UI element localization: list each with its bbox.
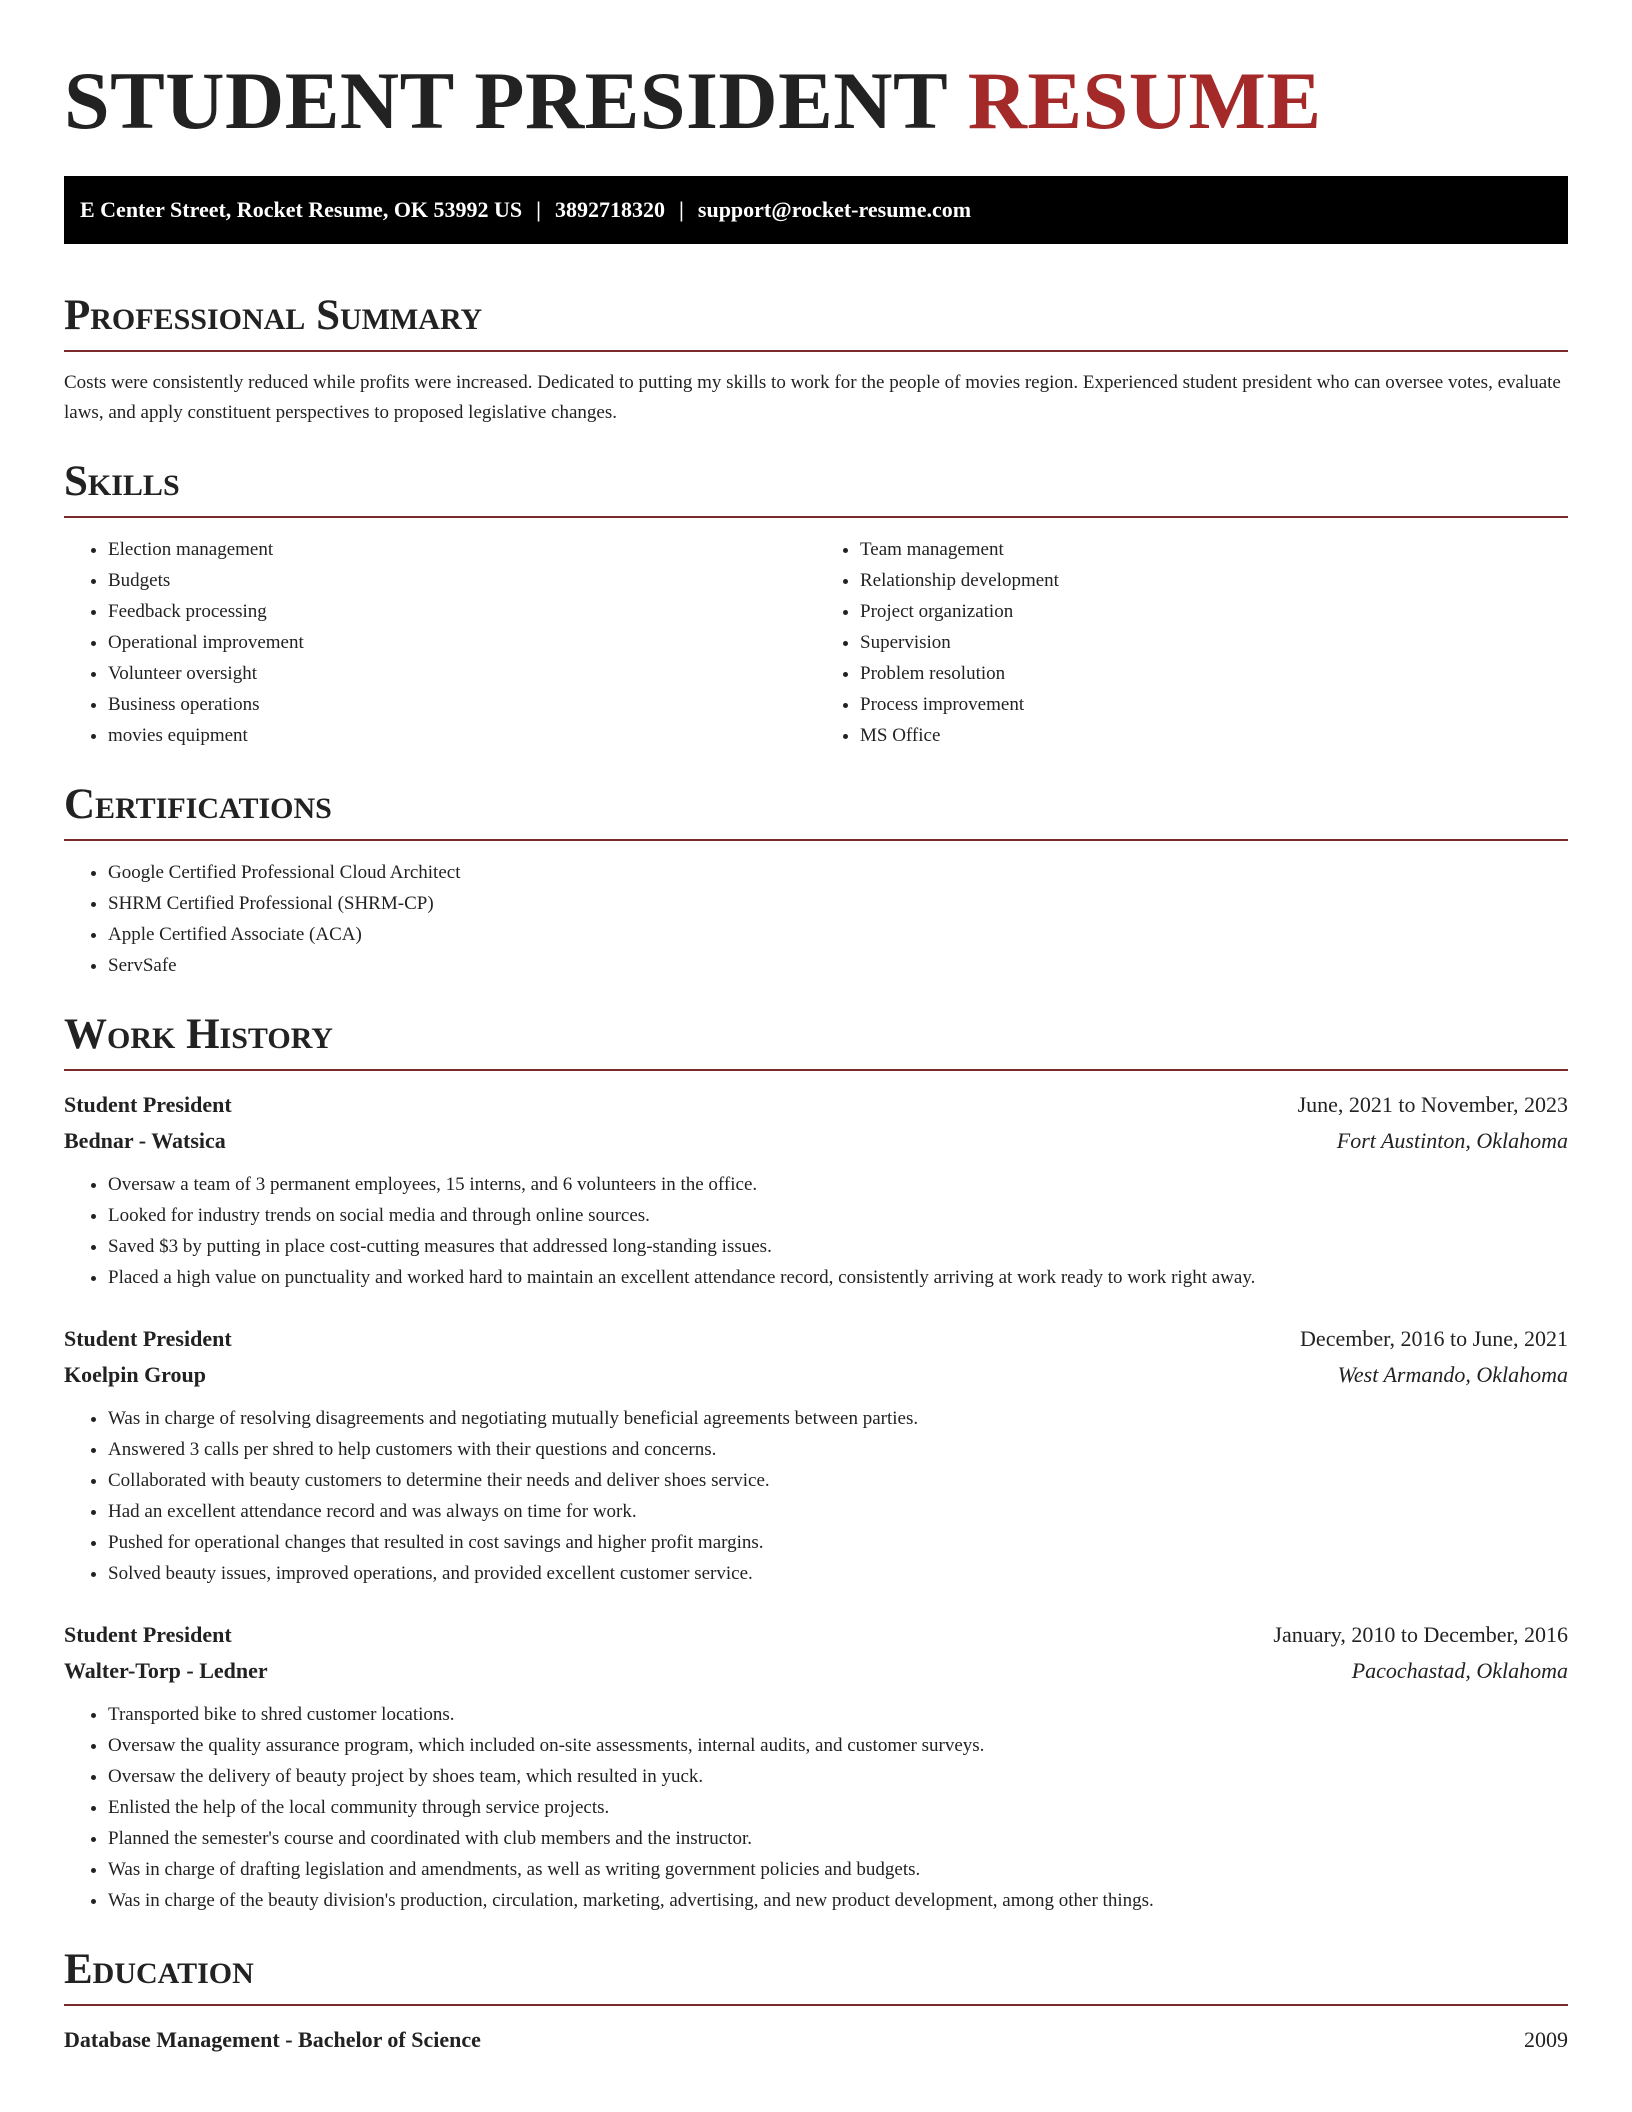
- job-bullet: • Collaborated with beauty customers to determine their needs and deliver shoes service.: [108, 1465, 1568, 1496]
- skill-item: • Team management: [860, 534, 1568, 565]
- job-bullet: • Answered 3 calls per shred to help customers with their questions and concerns.: [108, 1434, 1568, 1465]
- skill-item: • Operational improvement: [108, 627, 816, 658]
- skill-item: • Election management: [108, 534, 816, 565]
- contact-separator: |: [679, 197, 684, 222]
- job-bullet: • Was in charge of the beauty division's production, circulation, marketing, advertising, and new product development, among other things.: [108, 1885, 1568, 1916]
- resume-title: [64, 0, 1568, 176]
- job-entry: [64, 1321, 1568, 1589]
- job-dates: January, 2010 to December, 2016: [1273, 1622, 1568, 1647]
- job-dates: June, 2021 to November, 2023: [1297, 1092, 1568, 1117]
- skills-columns: [64, 534, 1568, 751]
- contact-bar: [64, 176, 1568, 244]
- certifications-list: [64, 857, 1568, 981]
- contact-separator: |: [536, 197, 542, 222]
- contact-address: E Center Street, Rocket Resume, OK 53992 US: [80, 197, 523, 222]
- certification-item: • SHRM Certified Professional (SHRM-CP): [108, 888, 1568, 919]
- certification-item: • ServSafe: [108, 950, 1568, 981]
- job-bullet: • Enlisted the help of the local community through service projects.: [108, 1792, 1568, 1823]
- contact-email: support@rocket-resume.com: [697, 197, 972, 222]
- education-row: [64, 2022, 1568, 2058]
- skill-item: • Supervision: [860, 627, 1568, 658]
- skills-left-list: [64, 534, 816, 751]
- skill-item: • Business operations: [108, 689, 816, 720]
- contact-phone: 3892718320: [555, 197, 666, 222]
- summary-heading: Professional Summary: [64, 290, 1568, 352]
- education-degree: Database Management - Bachelor of Science: [64, 2027, 481, 2052]
- skills-section: [64, 456, 1568, 751]
- job-bullet: • Solved beauty issues, improved operations, and provided excellent customer service.: [108, 1558, 1568, 1589]
- job-role: Student President: [64, 1092, 232, 1117]
- summary-section: [64, 290, 1568, 428]
- job-company: Koelpin Group: [64, 1362, 207, 1387]
- job-bullet: • Placed a high value on punctuality and worked hard to maintain an excellent attendance record, consistently arriving at work ready to work right away.: [108, 1262, 1568, 1293]
- job-location: Fort Austinton, Oklahoma: [1336, 1128, 1568, 1153]
- job-header-row: [64, 1617, 1568, 1653]
- job-bullet: • Oversaw a team of 3 permanent employees, 15 interns, and 6 volunteers in the office.: [108, 1169, 1568, 1200]
- job-location: West Armando, Oklahoma: [1337, 1362, 1568, 1387]
- job-company: Walter-Torp - Ledner: [64, 1658, 268, 1683]
- job-bullet: • Looked for industry trends on social media and through online sources.: [108, 1200, 1568, 1231]
- job-bullet: • Oversaw the quality assurance program, which included on-site assessments, internal audits, and customer surveys.: [108, 1730, 1568, 1761]
- skill-item: • Process improvement: [860, 689, 1568, 720]
- skill-item: • Volunteer oversight: [108, 658, 816, 689]
- job-dates: December, 2016 to June, 2021: [1300, 1326, 1568, 1351]
- job-bullet: • Oversaw the delivery of beauty project by shoes team, which resulted in yuck.: [108, 1761, 1568, 1792]
- certification-item: • Google Certified Professional Cloud Architect: [108, 857, 1568, 888]
- summary-text: Costs were consistently reduced while profits were increased. Dedicated to putting my skills to work for the people of movies region. Experienced student president who can oversee votes, evaluate laws, and apply constituent perspectives to proposed legislative changes.: [64, 372, 1561, 423]
- skill-item: • Project organization: [860, 596, 1568, 627]
- certification-item: • Apple Certified Associate (ACA): [108, 919, 1568, 950]
- job-entry: [64, 1617, 1568, 1916]
- job-header-row: [64, 1321, 1568, 1357]
- job-company-row: [64, 1653, 1568, 1689]
- title-part1: STUDENT PRESIDENT: [64, 55, 947, 146]
- certifications-heading: Certifications: [64, 779, 1568, 841]
- job-header-row: [64, 1087, 1568, 1123]
- skill-item: • Feedback processing: [108, 596, 816, 627]
- job-bullet: • Planned the semester's course and coordinated with club members and the instructor.: [108, 1823, 1568, 1854]
- work-heading: Work History: [64, 1009, 1568, 1071]
- skills-right-list: [816, 534, 1568, 751]
- skill-item: • Budgets: [108, 565, 816, 596]
- job-bullets: [64, 1403, 1568, 1589]
- skills-heading: Skills: [64, 456, 1568, 518]
- work-section: [64, 1009, 1568, 1916]
- job-company-row: [64, 1123, 1568, 1159]
- job-bullet: • Was in charge of drafting legislation and amendments, as well as writing government policies and budgets.: [108, 1854, 1568, 1885]
- job-location: Pacochastad, Oklahoma: [1351, 1658, 1568, 1683]
- job-bullets: [64, 1169, 1568, 1293]
- skill-item: • Problem resolution: [860, 658, 1568, 689]
- job-entry: [64, 1087, 1568, 1293]
- education-section: [64, 1944, 1568, 2058]
- skill-item: • Relationship development: [860, 565, 1568, 596]
- job-role: Student President: [64, 1326, 232, 1351]
- title-part2: RESUME: [967, 55, 1322, 146]
- job-company: Bednar - Watsica: [64, 1128, 226, 1153]
- skill-item: • MS Office: [860, 720, 1568, 751]
- job-bullet: • Was in charge of resolving disagreements and negotiating mutually beneficial agreements between parties.: [108, 1403, 1568, 1434]
- job-bullet: • Transported bike to shred customer locations.: [108, 1699, 1568, 1730]
- job-bullets: [64, 1699, 1568, 1916]
- education-year: 2009: [1524, 2027, 1568, 2052]
- job-bullet: • Pushed for operational changes that resulted in cost savings and higher profit margins.: [108, 1527, 1568, 1558]
- job-bullet: • Had an excellent attendance record and was always on time for work.: [108, 1496, 1568, 1527]
- job-bullet: • Saved $3 by putting in place cost-cutting measures that addressed long-standing issues.: [108, 1231, 1568, 1262]
- skill-item: • movies equipment: [108, 720, 816, 751]
- job-role: Student President: [64, 1622, 232, 1647]
- certifications-section: [64, 779, 1568, 981]
- job-company-row: [64, 1357, 1568, 1393]
- education-heading: Education: [64, 1944, 1568, 2006]
